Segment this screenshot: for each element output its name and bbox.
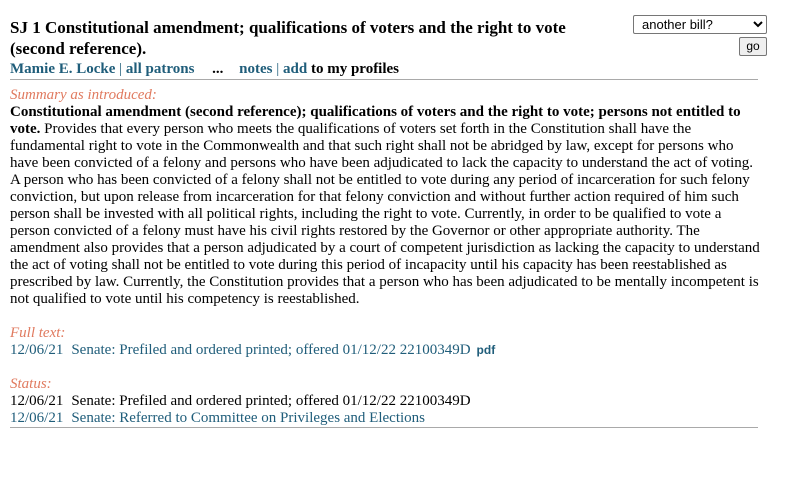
add-link[interactable]: add bbox=[283, 61, 308, 77]
divider bbox=[10, 79, 758, 80]
go-button[interactable]: go bbox=[739, 37, 767, 56]
status-text: Senate: Prefiled and ordered printed; offered 01/12/22 22100349D bbox=[71, 393, 471, 409]
separator: | bbox=[119, 61, 126, 77]
status-date: 12/06/21 bbox=[10, 410, 64, 426]
to-profiles-label: to my profiles bbox=[310, 61, 400, 77]
full-text-section bbox=[10, 325, 781, 359]
pdf-link[interactable]: pdf bbox=[476, 343, 496, 357]
summary-label: Summary as introduced: bbox=[10, 87, 157, 103]
status-date-link[interactable] bbox=[10, 410, 63, 426]
bill-title: SJ 1 Constitutional amendment; qualifications of voters and the right to vote (second reference). bbox=[10, 18, 566, 58]
divider bbox=[10, 427, 758, 428]
notes-link[interactable]: notes bbox=[239, 61, 273, 77]
summary-section bbox=[10, 87, 781, 308]
summary-text bbox=[10, 104, 762, 308]
separator: | bbox=[276, 61, 284, 77]
status-link[interactable]: Senate: Referred to Committee on Privileges and Elections bbox=[71, 410, 426, 426]
all-patrons-link[interactable]: all patrons bbox=[125, 61, 195, 77]
summary-body: Provides that every person who meets the qualifications of voters set forth in the Constitution shall have the fundamental right to vote in the Commonwealth and that such right shall not be abridged by law, except for persons who have been convicted of a felony and persons who have been adjudicated to lack the capacity to understand the act of voting. A person who has been convicted of a felony shall not be entitled to vote during any period of incarceration for such felony conviction, but upon release from incarceration for that felony conviction and without further action required of him such person shall be invested with all political rights, including the right to vote. Currently, in order to be qualified to vote a person convicted of a felony must have his civil rights restored by the Governor or other appropriate authority. The amendment also provides that a person adjudicated by a court of competent jurisdiction as lacking the capacity to understand the act of voting shall not be entitled to vote during this period of incapacity until his capacity has been reestablished as prescribed by law. Currently, the Constitution provides that a person who has been adjudicated to be mentally incompetent is not qualified to vote until his competency is reestablished. bbox=[10, 121, 760, 307]
status-row bbox=[10, 410, 781, 427]
full-text-date: 12/06/21 bbox=[10, 342, 64, 358]
status-row bbox=[10, 393, 781, 410]
patrons-line bbox=[10, 59, 781, 79]
status-section bbox=[10, 376, 781, 427]
summary-lead: Constitutional amendment (second reference); qualifications of voters and the right to vote; persons not entitled to vote. bbox=[10, 104, 741, 137]
full-text-link[interactable]: Senate: Prefiled and ordered printed; offered 01/12/22 22100349D bbox=[71, 342, 471, 358]
patron-link[interactable]: Mamie E. Locke bbox=[10, 61, 116, 77]
bill-header bbox=[10, 0, 781, 79]
status-date: 12/06/21 bbox=[10, 393, 64, 409]
ellipsis: ... bbox=[212, 61, 224, 77]
to-profiles-text bbox=[311, 61, 399, 77]
full-text-date-link[interactable] bbox=[10, 342, 63, 358]
status-label: Status: bbox=[10, 376, 52, 392]
another-bill-select[interactable] bbox=[633, 15, 767, 34]
full-text-label: Full text: bbox=[10, 325, 66, 341]
full-text-row bbox=[10, 342, 781, 359]
